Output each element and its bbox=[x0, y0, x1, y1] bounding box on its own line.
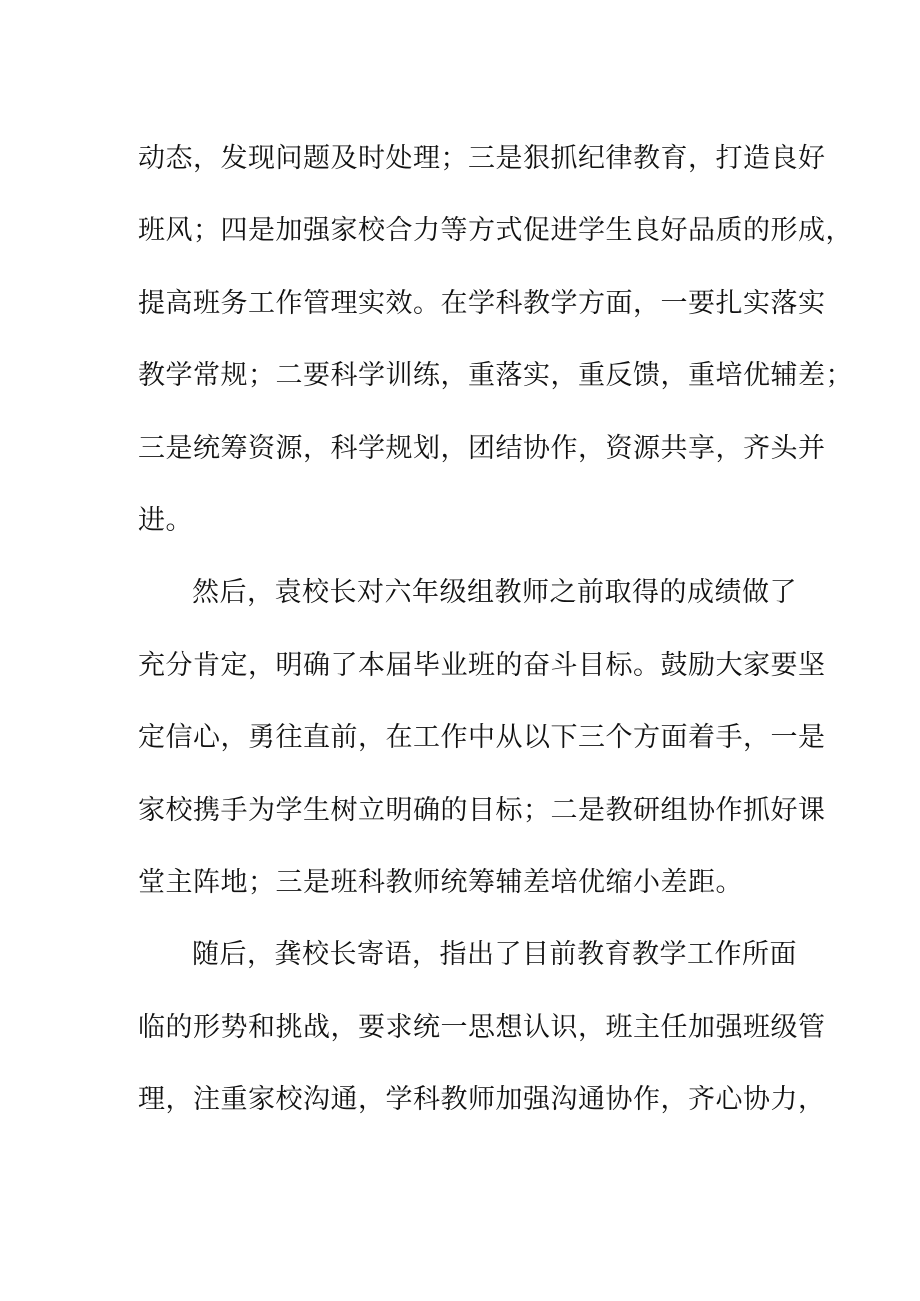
text-line-11: 堂主阵地；三是班科教师统筹辅差培优缩小差距。 bbox=[138, 867, 743, 898]
text-line-5: 三是统筹资源，科学规划，团结协作，资源共享，齐头并 bbox=[138, 433, 826, 464]
text-line-2: 班风；四是加强家校合力等方式促进学生良好品质的形成， bbox=[138, 215, 853, 246]
text-line-6: 进。 bbox=[138, 505, 193, 536]
text-line-7: 然后，袁校长对六年级组教师之前取得的成绩做了 bbox=[192, 577, 797, 608]
text-line-13: 临的形势和挑战，要求统一思想认识，班主任加强班级管 bbox=[138, 1012, 826, 1043]
text-line-8: 充分肯定，明确了本届毕业班的奋斗目标。鼓励大家要坚 bbox=[138, 650, 826, 681]
text-line-9: 定信心，勇往直前，在工作中从以下三个方面着手，一是 bbox=[138, 722, 826, 753]
text-line-1: 动态，发现问题及时处理；三是狠抓纪律教育，打造良好 bbox=[138, 143, 826, 174]
text-line-12: 随后，龚校长寄语，指出了目前教育教学工作所面 bbox=[192, 939, 797, 970]
text-line-3: 提高班务工作管理实效。在学科教学方面，一要扎实落实 bbox=[138, 288, 826, 319]
text-line-14: 理，注重家校沟通，学科教师加强沟通协作，齐心协力， bbox=[138, 1084, 826, 1115]
text-line-4: 教学常规；二要科学训练，重落实，重反馈，重培优辅差； bbox=[138, 360, 853, 391]
text-line-10: 家校携手为学生树立明确的目标；二是教研组协作抓好课 bbox=[138, 795, 826, 826]
